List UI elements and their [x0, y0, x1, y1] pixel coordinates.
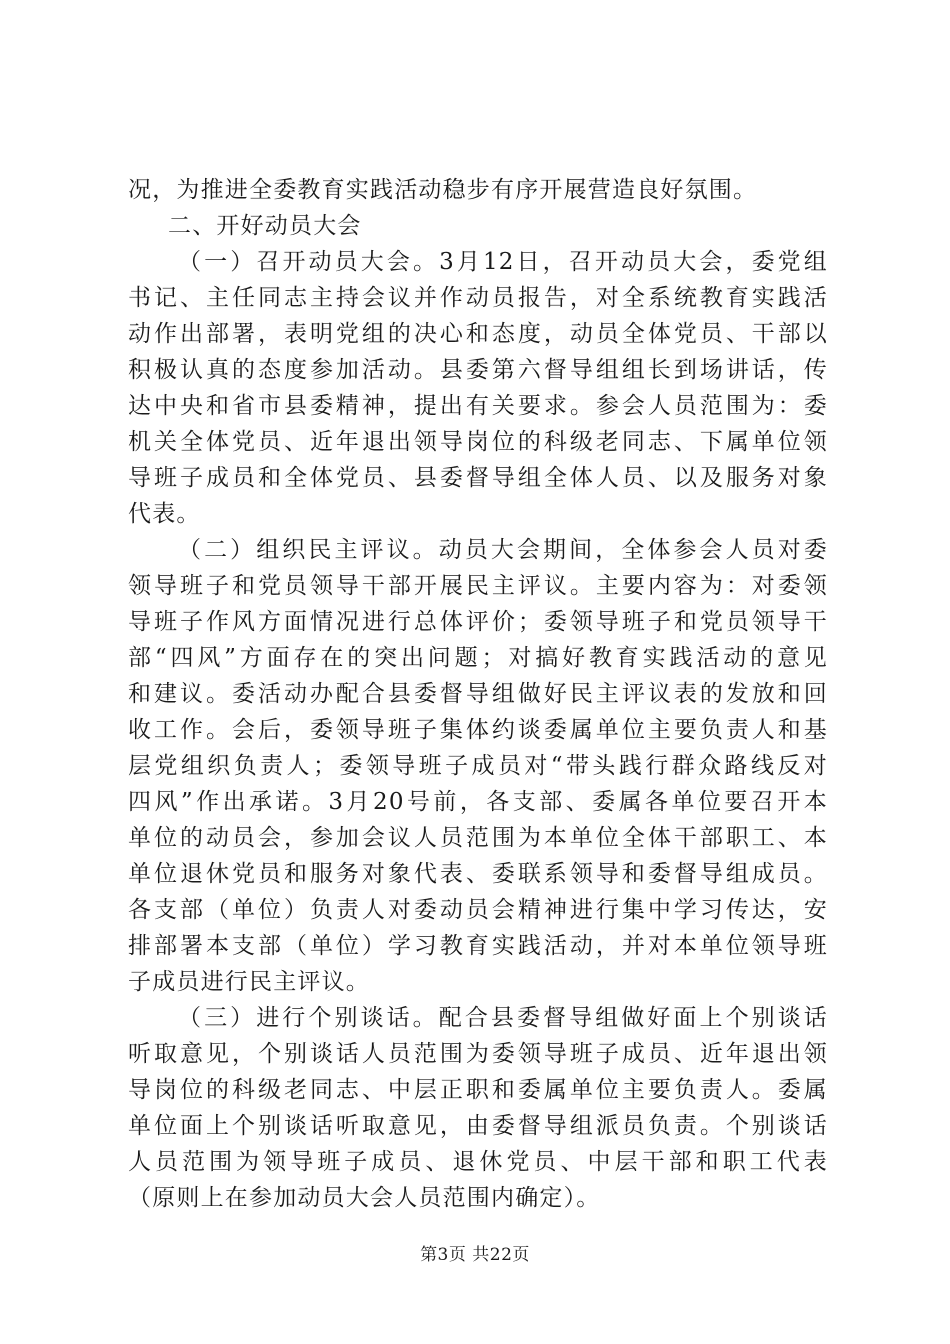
text-line: 人员范围为领导班子成员、退休党员、中层干部和职工代表	[128, 1149, 828, 1175]
text-line: 排部署本支部（单位）学习教育实践活动，并对本单位领导班	[128, 933, 828, 959]
text-line: 导岗位的科级老同志、中层正职和委属单位主要负责人。委属	[128, 1077, 828, 1103]
text-line: （二）组织民主评议。动员大会期间，全体参会人员对委	[178, 537, 828, 563]
text-line: 单位面上个别谈话听取意见，由委督导组派员负责。个别谈话	[128, 1113, 828, 1139]
text-line: 况，为推进全委教育实践活动稳步有序开展营造良好氛围。	[128, 177, 758, 203]
text-line: 机关全体党员、近年退出领导岗位的科级老同志、下属单位领	[128, 429, 828, 455]
page-number: 第3页 共22页	[420, 1245, 530, 1265]
text-line: 层党组织负责人；委领导班子成员对“带头践行群众路线反对	[128, 753, 828, 779]
text-line: 达中央和省市县委精神，提出有关要求。参会人员范围为：委	[128, 393, 828, 419]
text-line: 积极认真的态度参加活动。县委第六督导组组长到场讲话，传	[128, 357, 828, 383]
text-line: （三）进行个别谈话。配合县委督导组做好面上个别谈话	[178, 1005, 828, 1031]
text-line: 和建议。委活动办配合县委督导组做好民主评议表的发放和回	[128, 681, 828, 707]
text-line: （原则上在参加动员大会人员范围内确定）。	[128, 1185, 601, 1211]
text-line: 各支部（单位）负责人对委动员会精神进行集中学习传达，安	[128, 897, 828, 923]
text-line: 听取意见，个别谈话人员范围为委领导班子成员、近年退出领	[128, 1041, 828, 1067]
text-line: 代表。	[128, 501, 201, 527]
text-line: 四风”作出承诺。3月20号前，各支部、委属各单位要召开本	[128, 789, 828, 815]
section-heading: 二、开好动员大会	[168, 213, 362, 239]
text-line: 导班子成员和全体党员、县委督导组全体人员、以及服务对象	[128, 465, 828, 491]
text-line: 动作出部署，表明党组的决心和态度，动员全体党员、干部以	[128, 321, 828, 347]
text-line: 子成员进行民主评议。	[128, 969, 370, 995]
text-line: 导班子作风方面情况进行总体评价；委领导班子和党员领导干	[128, 609, 828, 635]
text-line: 收工作。会后，委领导班子集体约谈委属单位主要负责人和基	[128, 717, 828, 743]
text-line: （一）召开动员大会。3月12日，召开动员大会，委党组	[178, 249, 828, 275]
text-line: 单位退休党员和服务对象代表、委联系领导和委督导组成员。	[128, 861, 828, 887]
text-line: 部“四风”方面存在的突出问题；对搞好教育实践活动的意见	[128, 645, 828, 671]
text-line: 单位的动员会，参加会议人员范围为本单位全体干部职工、本	[128, 825, 828, 851]
text-line: 书记、主任同志主持会议并作动员报告，对全系统教育实践活	[128, 285, 828, 311]
text-line: 领导班子和党员领导干部开展民主评议。主要内容为：对委领	[128, 573, 828, 599]
